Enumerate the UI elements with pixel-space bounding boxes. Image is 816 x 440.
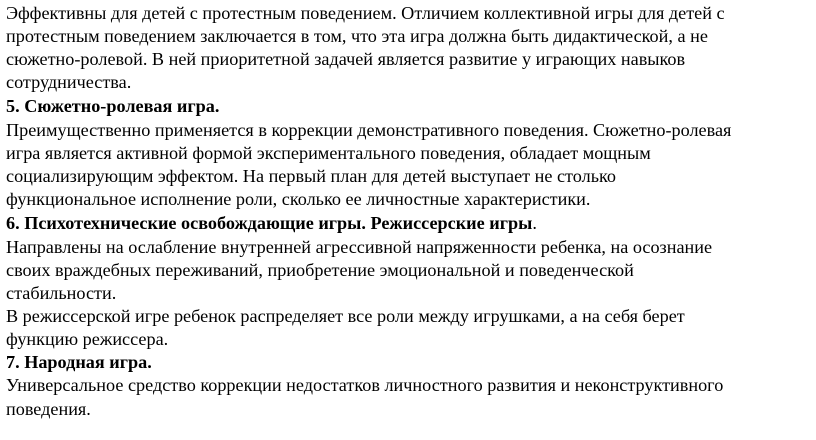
paragraph-4-line-1: В режиссерской игре ребенок распределяет все роли между игрушками, а на себя берет — [6, 306, 685, 326]
paragraph-1-line-4: сотрудничества. — [6, 72, 132, 92]
paragraph-2-line-3: социализирующим эффектом. На первый план для детей выступает не столько — [6, 166, 616, 186]
paragraph-1-line-2: протестным поведением заключается в том, что эта игра должна быть дидактической, а не — [6, 26, 708, 46]
paragraph-1-line-3: сюжетно-ролевой. В ней приоритетной задачей является развитие у играющих навыков — [6, 49, 686, 69]
paragraph-3-line-1: Направлены на ослабление внутренней агрессивной напряженности ребенка, на осознание — [6, 237, 713, 257]
heading-6 — [6, 212, 537, 235]
paragraph-5-line-1: Универсальное средство коррекции недостатков личностного развития и неконструктивного — [6, 375, 724, 395]
paragraph-3-line-2: своих враждебных переживаний, приобретение эмоциональной и поведенческой — [6, 260, 634, 280]
heading-7: 7. Народная игра. — [6, 352, 152, 372]
heading-6-tail: . — [532, 213, 537, 233]
heading-6-bold: 6. Психотехнические освобождающие игры. Режиссерские игры — [6, 213, 533, 233]
paragraph-3-line-3: стабильности. — [6, 283, 117, 303]
paragraph-2-line-2: игра является активной формой экспериментального поведения, обладает мощным — [6, 143, 651, 163]
heading-5: 5. Сюжетно-ролевая игра. — [6, 96, 220, 116]
paragraph-2-line-1: Преимущественно применяется в коррекции демонстративного поведения. Сюжетно-ролевая — [6, 120, 732, 140]
paragraph-4-line-2: функцию режиссера. — [6, 329, 169, 349]
paragraph-2-line-4: функциональное исполнение роли, сколько ее личностные характеристики. — [6, 189, 591, 209]
paragraph-1-line-1: Эффективны для детей с протестным поведением. Отличием коллективной игры для детей с — [6, 3, 725, 23]
paragraph-5-line-2: поведения. — [6, 399, 91, 419]
